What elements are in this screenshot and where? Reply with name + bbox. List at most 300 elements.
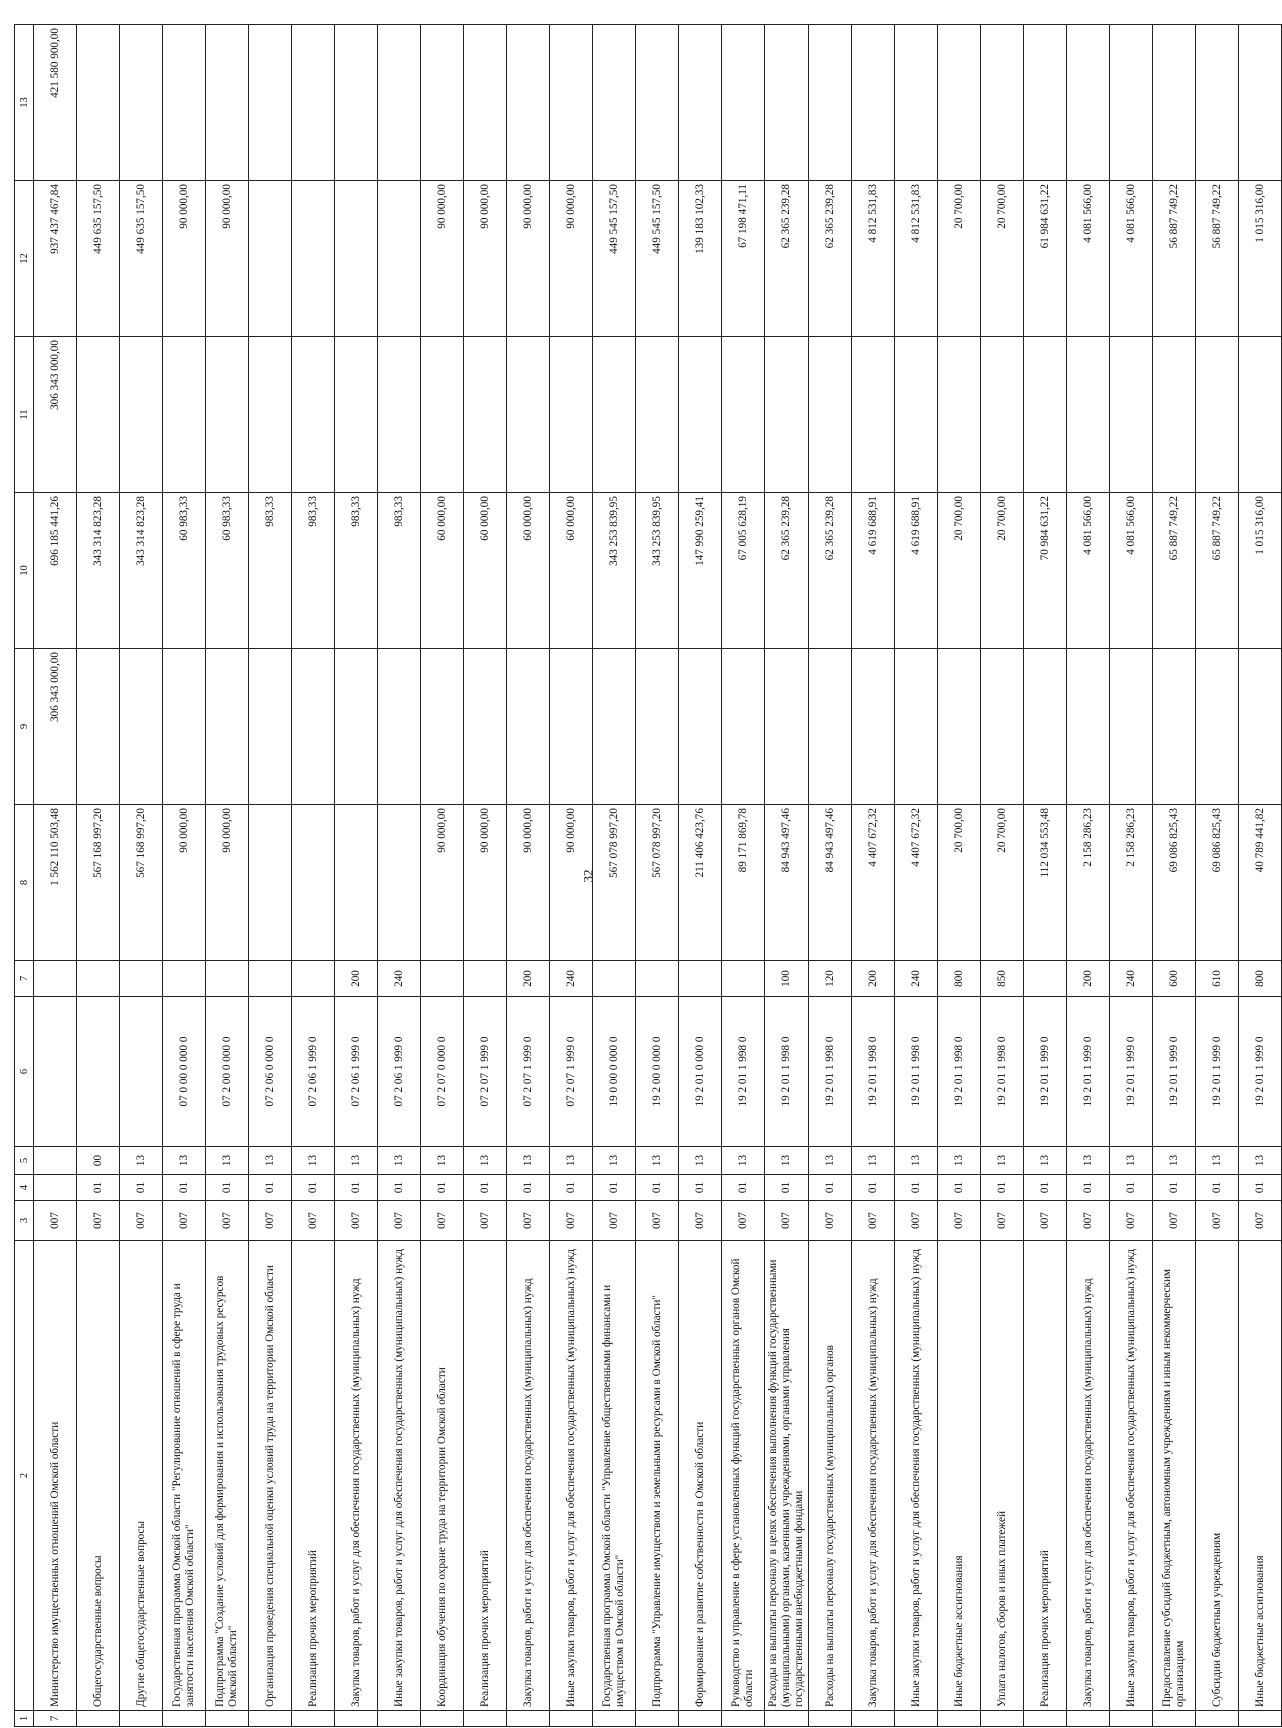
code-cell: 19 0 00 0 000 0 [593, 997, 636, 1147]
code-cell: 01 [206, 1175, 249, 1201]
amount-cell: 696 185 441,26 [34, 493, 77, 649]
column-header: 4 [15, 1175, 34, 1201]
code-cell: 007 [1024, 1201, 1067, 1241]
table-row [77, 25, 120, 1727]
amount-cell [1024, 649, 1067, 805]
code-cell [335, 1711, 378, 1727]
code-cell: 007 [378, 1201, 421, 1241]
table-row [593, 25, 636, 1727]
amount-cell: 983,33 [292, 493, 335, 649]
amount-cell: 20 700,00 [938, 493, 981, 649]
code-cell: 13 [249, 1147, 292, 1175]
amount-cell [593, 337, 636, 493]
code-cell: 13 [593, 1147, 636, 1175]
table-row [163, 25, 206, 1727]
code-cell: 00 [77, 1147, 120, 1175]
code-cell: 13 [163, 1147, 206, 1175]
code-cell [852, 1711, 895, 1727]
code-cell [163, 961, 206, 997]
code-cell: 13 [852, 1147, 895, 1175]
code-cell [292, 961, 335, 997]
code-cell: 007 [163, 1201, 206, 1241]
page-number: 32 [580, 869, 596, 883]
amount-cell [163, 337, 206, 493]
column-header: 6 [15, 997, 34, 1147]
rotated-budget-sheet [14, 28, 1266, 1727]
amount-cell [938, 337, 981, 493]
row-label: Иные бюджетные ассигнования [938, 1241, 981, 1711]
amount-cell [1024, 337, 1067, 493]
code-cell: 19 2 01 1 998 0 [809, 997, 852, 1147]
row-label: Государственная программа Омской области "Управление общественными финансами и имуществом в Омской области" [593, 1241, 636, 1711]
code-cell: 13 [1110, 1147, 1153, 1175]
code-cell: 007 [1196, 1201, 1239, 1241]
amount-cell: 67 198 471,11 [722, 181, 765, 337]
amount-cell: 4 619 688,91 [852, 493, 895, 649]
row-label: Реализация прочих мероприятий [1024, 1241, 1067, 1711]
amount-cell: 937 437 467,84 [34, 181, 77, 337]
table-row [292, 25, 335, 1727]
amount-cell [895, 649, 938, 805]
code-cell [249, 961, 292, 997]
code-cell [1024, 1711, 1067, 1727]
amount-cell [335, 337, 378, 493]
code-cell: 200 [1067, 961, 1110, 997]
code-cell: 01 [163, 1175, 206, 1201]
amount-cell [722, 649, 765, 805]
amount-cell [249, 25, 292, 181]
code-cell [1196, 1711, 1239, 1727]
amount-cell: 343 253 839,95 [593, 493, 636, 649]
code-cell: 100 [765, 961, 809, 997]
table-row [1110, 25, 1153, 1727]
code-cell: 13 [895, 1147, 938, 1175]
code-cell: 007 [292, 1201, 335, 1241]
amount-cell [249, 337, 292, 493]
code-cell: 13 [421, 1147, 464, 1175]
code-cell: 01 [895, 1175, 938, 1201]
code-cell: 007 [464, 1201, 507, 1241]
table-row [809, 25, 852, 1727]
amount-cell: 1 015 316,00 [1239, 181, 1282, 337]
amount-cell: 211 406 423,76 [679, 805, 722, 961]
amount-cell: 4 081 566,00 [1110, 493, 1153, 649]
amount-cell: 56 887 749,22 [1196, 181, 1239, 337]
column-header: 12 [15, 181, 34, 337]
row-label: Руководство и управление в сфере установленных функций государственных органов Омской области [722, 1241, 765, 1711]
amount-cell [378, 25, 421, 181]
amount-cell [77, 649, 120, 805]
amount-cell: 4 619 688,91 [895, 493, 938, 649]
code-cell: 13 [1067, 1147, 1110, 1175]
amount-cell [378, 649, 421, 805]
amount-cell [507, 649, 550, 805]
code-cell: 007 [636, 1201, 679, 1241]
amount-cell: 62 365 239,28 [765, 493, 809, 649]
column-header: 13 [15, 25, 34, 181]
code-cell: 007 [852, 1201, 895, 1241]
code-cell: 13 [335, 1147, 378, 1175]
row-label: Иные бюджетные ассигнования [1239, 1241, 1282, 1711]
code-cell [34, 961, 77, 997]
amount-cell [809, 649, 852, 805]
amount-cell [1196, 649, 1239, 805]
code-cell: 800 [938, 961, 981, 997]
code-cell: 01 [679, 1175, 722, 1201]
code-cell [593, 961, 636, 997]
column-header: 1 [15, 1711, 34, 1727]
code-cell: 01 [636, 1175, 679, 1201]
code-cell [206, 1711, 249, 1727]
code-cell [249, 1711, 292, 1727]
row-label: Закупка товаров, работ и услуг для обеспечения государственных (муниципальных) нужд [852, 1241, 895, 1711]
row-label: Координация обучения по охране труда на территории Омской области [421, 1241, 464, 1711]
column-header: 5 [15, 1147, 34, 1175]
code-cell: 01 [120, 1175, 163, 1201]
amount-cell [1239, 337, 1282, 493]
code-cell [636, 1711, 679, 1727]
code-cell: 007 [550, 1201, 593, 1241]
amount-cell [550, 337, 593, 493]
amount-cell [507, 25, 550, 181]
code-cell: 19 2 01 1 999 0 [1153, 997, 1196, 1147]
code-cell: 01 [593, 1175, 636, 1201]
row-label: Субсидии бюджетным учреждениям [1196, 1241, 1239, 1711]
code-cell [981, 1711, 1024, 1727]
code-cell: 19 2 01 1 998 0 [895, 997, 938, 1147]
amount-cell [636, 337, 679, 493]
code-cell: 01 [421, 1175, 464, 1201]
amount-cell [206, 337, 249, 493]
table-row [335, 25, 378, 1727]
code-cell: 01 [722, 1175, 765, 1201]
row-label: Иные закупки товаров, работ и услуг для обеспечения государственных (муниципальных) нужд [378, 1241, 421, 1711]
amount-cell: 89 171 869,78 [722, 805, 765, 961]
code-cell: 01 [249, 1175, 292, 1201]
code-cell [464, 1711, 507, 1727]
amount-cell [765, 25, 809, 181]
code-cell: 200 [507, 961, 550, 997]
code-cell [1024, 961, 1067, 997]
amount-cell: 40 789 441,82 [1239, 805, 1282, 961]
amount-cell [335, 649, 378, 805]
code-cell [292, 1711, 335, 1727]
amount-cell [895, 337, 938, 493]
code-cell [120, 997, 163, 1147]
code-cell [895, 1711, 938, 1727]
amount-cell [464, 337, 507, 493]
code-cell: 01 [809, 1175, 852, 1201]
amount-cell [249, 181, 292, 337]
amount-cell [1110, 649, 1153, 805]
amount-cell: 2 158 286,23 [1067, 805, 1110, 961]
code-cell: 007 [120, 1201, 163, 1241]
amount-cell: 90 000,00 [507, 805, 550, 961]
amount-cell [292, 25, 335, 181]
amount-cell [981, 25, 1024, 181]
amount-cell: 449 635 157,50 [77, 181, 120, 337]
amount-cell: 90 000,00 [507, 181, 550, 337]
row-label: Подпрограмма "Создание условий для формирования и использования трудовых ресурсов Омской области" [206, 1241, 249, 1711]
amount-cell [636, 649, 679, 805]
table-row [852, 25, 895, 1727]
amount-cell [507, 337, 550, 493]
code-cell [809, 1711, 852, 1727]
table-row [507, 25, 550, 1727]
code-cell: 07 0 00 0 000 0 [163, 997, 206, 1147]
amount-cell [1196, 25, 1239, 181]
amount-cell [378, 181, 421, 337]
amount-cell [852, 25, 895, 181]
column-header: 8 [15, 805, 34, 961]
amount-cell: 139 183 102,33 [679, 181, 722, 337]
amount-cell [77, 25, 120, 181]
amount-cell: 449 545 157,50 [593, 181, 636, 337]
code-cell: 01 [77, 1175, 120, 1201]
code-cell: 01 [1110, 1175, 1153, 1201]
budget-table [14, 24, 1282, 1727]
amount-cell [765, 337, 809, 493]
amount-cell: 567 078 997,20 [636, 805, 679, 961]
code-cell: 01 [765, 1175, 809, 1201]
code-cell: 01 [1024, 1175, 1067, 1201]
code-cell: 007 [421, 1201, 464, 1241]
code-cell: 200 [852, 961, 895, 997]
amount-cell [421, 337, 464, 493]
amount-cell [1067, 25, 1110, 181]
code-cell: 07 2 07 1 999 0 [464, 997, 507, 1147]
amount-cell: 69 086 825,43 [1153, 805, 1196, 961]
amount-cell [679, 649, 722, 805]
code-cell: 13 [1153, 1147, 1196, 1175]
code-cell [77, 1711, 120, 1727]
amount-cell: 20 700,00 [938, 181, 981, 337]
code-cell: 13 [636, 1147, 679, 1175]
row-label: Реализация прочих мероприятий [292, 1241, 335, 1711]
column-header: 3 [15, 1201, 34, 1241]
amount-cell: 4 081 566,00 [1067, 181, 1110, 337]
amount-cell: 60 000,00 [464, 493, 507, 649]
code-cell: 13 [464, 1147, 507, 1175]
amount-cell [679, 337, 722, 493]
amount-cell: 421 580 900,00 [34, 25, 77, 181]
code-cell: 19 2 01 1 998 0 [852, 997, 895, 1147]
code-cell: 007 [206, 1201, 249, 1241]
code-cell: 19 2 01 1 998 0 [765, 997, 809, 1147]
column-header: 10 [15, 493, 34, 649]
code-cell: 01 [1153, 1175, 1196, 1201]
amount-cell: 4 812 531,83 [895, 181, 938, 337]
amount-cell: 567 078 997,20 [593, 805, 636, 961]
amount-cell [292, 649, 335, 805]
amount-cell [1153, 25, 1196, 181]
code-cell: 19 2 01 1 999 0 [1110, 997, 1153, 1147]
amount-cell: 90 000,00 [550, 181, 593, 337]
code-cell: 240 [550, 961, 593, 997]
amount-cell: 1 562 110 503,48 [34, 805, 77, 961]
table-row [895, 25, 938, 1727]
code-cell: 13 [981, 1147, 1024, 1175]
code-cell [1110, 1711, 1153, 1727]
amount-cell: 449 545 157,50 [636, 181, 679, 337]
amount-cell [679, 25, 722, 181]
code-cell [34, 997, 77, 1147]
amount-cell [981, 337, 1024, 493]
amount-cell [292, 805, 335, 961]
code-cell: 19 2 01 1 998 0 [722, 997, 765, 1147]
row-label: Иные закупки товаров, работ и услуг для обеспечения государственных (муниципальных) нужд [550, 1241, 593, 1711]
amount-cell [163, 25, 206, 181]
code-cell: 13 [292, 1147, 335, 1175]
code-cell: 01 [852, 1175, 895, 1201]
code-cell: 120 [809, 961, 852, 997]
row-label: Закупка товаров, работ и услуг для обеспечения государственных (муниципальных) нужд [507, 1241, 550, 1711]
code-cell: 13 [206, 1147, 249, 1175]
code-cell [938, 1711, 981, 1727]
amount-cell: 90 000,00 [163, 181, 206, 337]
amount-cell: 60 983,33 [206, 493, 249, 649]
row-label: Иные закупки товаров, работ и услуг для обеспечения государственных (муниципальных) нужд [1110, 1241, 1153, 1711]
table-row [1239, 25, 1282, 1727]
amount-cell: 343 314 823,28 [77, 493, 120, 649]
amount-cell: 983,33 [249, 493, 292, 649]
amount-cell: 4 081 566,00 [1067, 493, 1110, 649]
amount-cell [938, 25, 981, 181]
code-cell: 007 [809, 1201, 852, 1241]
row-label: Министерство имущественных отношений Омской области [34, 1241, 77, 1711]
amount-cell [464, 649, 507, 805]
amount-cell [292, 337, 335, 493]
amount-cell [249, 649, 292, 805]
amount-cell [464, 25, 507, 181]
amount-cell: 61 984 631,22 [1024, 181, 1067, 337]
amount-cell: 306 343 000,00 [34, 649, 77, 805]
code-cell [77, 961, 120, 997]
code-cell: 7 [34, 1711, 77, 1727]
code-cell: 07 2 06 1 999 0 [378, 997, 421, 1147]
amount-cell: 62 365 239,28 [809, 493, 852, 649]
row-label: Расходы на выплаты персоналу в целях обеспечения выполнения функций государственными (муниципальными) органами, казенными учреждениями, органами управления государственными внебюджетными фондами [765, 1241, 809, 1711]
column-header: 9 [15, 649, 34, 805]
code-cell: 850 [981, 961, 1024, 997]
code-cell: 19 2 01 1 998 0 [981, 997, 1024, 1147]
table-row [1196, 25, 1239, 1727]
amount-cell: 90 000,00 [464, 181, 507, 337]
amount-cell: 67 005 628,19 [722, 493, 765, 649]
amount-cell: 449 635 157,50 [120, 181, 163, 337]
code-cell [1239, 1711, 1282, 1727]
amount-cell [550, 25, 593, 181]
table-row [249, 25, 292, 1727]
amount-cell [1024, 25, 1067, 181]
amount-cell: 20 700,00 [938, 805, 981, 961]
code-cell: 07 2 07 0 000 0 [421, 997, 464, 1147]
amount-cell: 70 984 631,22 [1024, 493, 1067, 649]
amount-cell [593, 25, 636, 181]
amount-cell: 343 253 839,95 [636, 493, 679, 649]
amount-cell [593, 649, 636, 805]
code-cell: 600 [1153, 961, 1196, 997]
amount-cell: 90 000,00 [206, 181, 249, 337]
amount-cell [335, 25, 378, 181]
amount-cell: 90 000,00 [421, 805, 464, 961]
code-cell [378, 1711, 421, 1727]
amount-cell: 90 000,00 [550, 805, 593, 961]
code-cell: 13 [1239, 1147, 1282, 1175]
code-cell: 007 [1067, 1201, 1110, 1241]
code-cell [34, 1175, 77, 1201]
amount-cell [809, 337, 852, 493]
amount-cell: 567 168 997,20 [77, 805, 120, 961]
row-label: Расходы на выплаты персоналу государственных (муниципальных) органов [809, 1241, 852, 1711]
code-cell: 007 [938, 1201, 981, 1241]
table-row [120, 25, 163, 1727]
row-label: Общегосударственные вопросы [77, 1241, 120, 1711]
code-cell: 07 2 07 1 999 0 [550, 997, 593, 1147]
code-cell: 13 [550, 1147, 593, 1175]
code-cell [636, 961, 679, 997]
amount-cell [120, 337, 163, 493]
row-label: Предоставление субсидий бюджетным, автономным учреждениям и иным некоммерческим организациям [1153, 1241, 1196, 1711]
table-row [378, 25, 421, 1727]
code-cell [34, 1147, 77, 1175]
code-cell: 13 [378, 1147, 421, 1175]
code-cell: 01 [550, 1175, 593, 1201]
code-cell: 07 2 06 0 000 0 [249, 997, 292, 1147]
code-cell: 240 [1110, 961, 1153, 997]
row-label: Подпрограмма "Управление имуществом и земельными ресурсами в Омской области" [636, 1241, 679, 1711]
table-row [34, 25, 77, 1727]
row-label: Реализация прочих мероприятий [464, 1241, 507, 1711]
code-cell: 13 [507, 1147, 550, 1175]
code-cell [77, 997, 120, 1147]
code-cell: 007 [1110, 1201, 1153, 1241]
amount-cell: 90 000,00 [206, 805, 249, 961]
row-label: Другие общегосударственные вопросы [120, 1241, 163, 1711]
code-cell [507, 1711, 550, 1727]
code-cell: 19 2 01 1 999 0 [1196, 997, 1239, 1147]
code-cell: 07 2 06 1 999 0 [335, 997, 378, 1147]
amount-cell: 4 407 672,32 [852, 805, 895, 961]
amount-cell [938, 649, 981, 805]
code-cell [765, 1711, 809, 1727]
row-label: Закупка товаров, работ и услуг для обеспечения государственных (муниципальных) нужд [1067, 1241, 1110, 1711]
code-cell [679, 1711, 722, 1727]
code-cell: 007 [765, 1201, 809, 1241]
code-cell [120, 961, 163, 997]
table-row [550, 25, 593, 1727]
code-cell: 01 [981, 1175, 1024, 1201]
code-cell: 01 [292, 1175, 335, 1201]
code-cell: 07 2 07 1 999 0 [507, 997, 550, 1147]
amount-cell [1067, 649, 1110, 805]
amount-cell [335, 805, 378, 961]
amount-cell: 90 000,00 [421, 181, 464, 337]
code-cell [1153, 1711, 1196, 1727]
code-cell: 07 2 00 0 000 0 [206, 997, 249, 1147]
code-cell: 240 [895, 961, 938, 997]
amount-cell: 60 000,00 [507, 493, 550, 649]
code-cell: 007 [981, 1201, 1024, 1241]
amount-cell: 20 700,00 [981, 181, 1024, 337]
row-label: Закупка товаров, работ и услуг для обеспечения государственных (муниципальных) нужд [335, 1241, 378, 1711]
code-cell: 13 [1024, 1147, 1067, 1175]
code-cell: 007 [593, 1201, 636, 1241]
code-cell: 007 [507, 1201, 550, 1241]
code-cell: 007 [249, 1201, 292, 1241]
amount-cell: 90 000,00 [163, 805, 206, 961]
amount-cell: 306 343 000,00 [34, 337, 77, 493]
